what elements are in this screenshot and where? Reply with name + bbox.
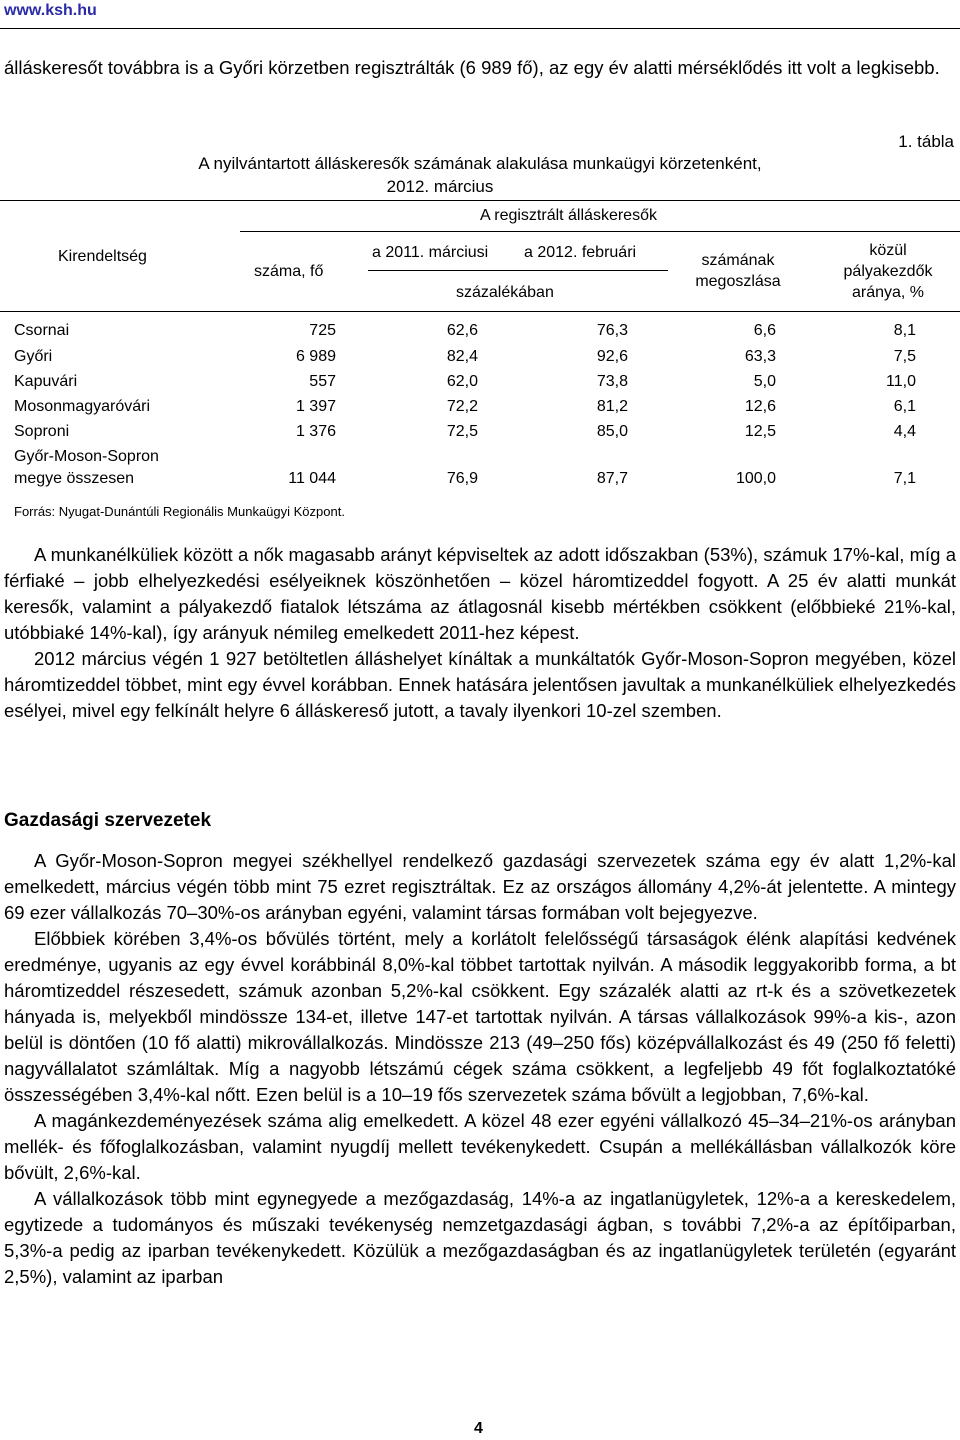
row-count: 1 397 <box>295 398 336 415</box>
site-link[interactable]: www.ksh.hu <box>4 2 97 19</box>
paragraph: Előbbiek körében 3,4%-os bővülés történt, mely a korlátolt felelősségű társaságok élénk alapítási kedvének eredménye, ugyanis az egy évvel korábbinál 8,0%-kal többet tartottak nyilván. A második leggyakoribb forma, a bt háromtizeddel részesedett, számuk azonban 5,2%-kal csökkent. Egy százalék alatti az rt-k és a szövetkezetek hányada is, melyekből mindössze 134-et, illetve 147-et tartottak nyilván. A társas vállalkozások 99%-a kis-, azon belül is döntően (10 fő alatti) mikrovállalkozás. Mindössze 213 (49–250 fős) középvállalkozást és 49 (250 fő feletti) nagyvállalatot számláltak. Míg a nagyobb létszámú cégek száma csökkent, a legfeljebb 49 főt foglalkoztatóké összességében 3,4%-kal nőtt. Ezen belül is a 10–19 fős szervezetek száma bővült a legjobban, 7,6%-kal. <box>4 928 956 1105</box>
row-pct-2011: 72,5 <box>446 423 478 440</box>
row-name: Mosonmagyaróvári <box>14 398 151 415</box>
page-number: 4 <box>474 1420 483 1437</box>
header-rule-percent <box>368 270 668 271</box>
row-name: Soproni <box>14 423 70 440</box>
row-pct-2012: 85,0 <box>596 423 628 440</box>
row-name: Kapuvári <box>14 373 78 390</box>
row-count: 557 <box>309 373 336 390</box>
section-title: Gazdasági szervezetek <box>4 810 212 831</box>
row-pct-2012: 76,3 <box>596 322 628 339</box>
total-pct-2011: 76,9 <box>446 470 478 487</box>
col-palyakezdok-line3: aránya, % <box>851 284 925 301</box>
row-count: 725 <box>309 322 336 339</box>
row-career-starters: 6,1 <box>893 398 916 415</box>
row-share: 63,3 <box>744 348 776 365</box>
row-name: Győri <box>14 348 53 365</box>
col-kirendeltseg-header: Kirendeltség <box>58 248 147 265</box>
header-rule-bottom <box>0 311 960 312</box>
table-title <box>0 152 960 198</box>
col-palyakezdok-line2: pályakezdők <box>843 263 933 280</box>
total-career-starters: 7,1 <box>893 470 916 487</box>
table-row <box>0 373 960 399</box>
total-name-line1: Győr-Moson-Sopron <box>14 448 159 465</box>
row-pct-2011: 82,4 <box>446 348 478 365</box>
row-share: 5,0 <box>753 373 776 390</box>
col-megoszlas-line1: számának <box>701 252 775 269</box>
body-section-a <box>4 542 956 724</box>
header-rule <box>0 28 960 29</box>
col-szama-header: száma, fő <box>254 263 324 280</box>
row-pct-2012: 81,2 <box>596 398 628 415</box>
row-career-starters: 7,5 <box>893 348 916 365</box>
row-pct-2012: 92,6 <box>596 348 628 365</box>
paragraph: 2012 március végén 1 927 betöltetlen álláshelyet kínáltak a munkáltatók Győr-Moson-Sopron megyében, közel háromtizeddel többet, mint egy évvel korábban. Ennek hatására jelentősen javultak a munkanélküliek elhelyezkedés esélyei, mivel egy felkínált helyre 6 álláskereső jutott, a tavaly ilyenkori 10-zel szemben. <box>4 648 956 721</box>
row-share: 12,5 <box>744 423 776 440</box>
paragraph: A vállalkozások több mint egynegyede a mezőgazdaság, 14%-a az ingatlanügyletek, 12%-a a kereskedelem, egytizede a tudományos és műszaki tevékenység nemzetgazdasági ágban, s további 7,2%-a az építőiparban, 5,3%-a pedig az iparban tevékenykedett. Közülük a mezőgazdaságban és az ingatlanügyletek területén (egyaránt 2,5%), valamint az iparban <box>4 1188 956 1287</box>
table-total-row <box>0 448 960 494</box>
col-megoszlas-line2: megoszlása <box>695 273 781 290</box>
intro-paragraph: álláskeresőt továbbra is a Győri körzetben regisztrálták (6 989 fő), az egy év alatti mérséklődés itt volt a legkisebb. <box>4 57 940 78</box>
row-pct-2012: 73,8 <box>596 373 628 390</box>
table-title-line2: 2012. március <box>386 177 494 196</box>
total-count: 11 044 <box>288 470 336 487</box>
row-pct-2011: 62,6 <box>446 322 478 339</box>
row-pct-2011: 62,0 <box>446 373 478 390</box>
paragraph: A munkanélküliek között a nők magasabb arányt képviseltek az adott időszakban (53%), számuk 17%-kal, míg a férfiaké – jobb elhelyezkedési esélyeiknek köszönhetően – közel háromtizeddel fogyott. A 25 év alatti munkát keresők, valamint a pályakezdő fiatalok létszáma az átlagosnál kisebb mértékben csökkent (előbbieké 21%-kal, utóbbiaké 14%-kal), így arányuk némileg emelkedett 2011-hez képest. <box>4 544 956 643</box>
total-pct-2012: 87,7 <box>596 470 628 487</box>
paragraph: A Győr-Moson-Sopron megyei székhellyel rendelkező gazdasági szervezetek száma egy év alatt 1,2%-kal emelkedett, március végén több mint 75 ezret regisztráltak. Ez az országos állomány 4,2%-át jelentette. A mintegy 69 ezer vállalkozás 70–30%-os arányban egyéni, valamint társas formában volt bejegyezve. <box>4 850 956 923</box>
col-2012-header: a 2012. februári <box>524 244 637 261</box>
row-career-starters: 8,1 <box>893 322 916 339</box>
col-2011-header: a 2011. márciusi <box>372 244 489 261</box>
table-row <box>0 423 960 449</box>
table-number: 1. tábla <box>898 132 954 151</box>
header-rule-top <box>0 200 960 201</box>
total-name-line2: megye összesen <box>14 470 135 487</box>
row-count: 6 989 <box>295 348 336 365</box>
col-group-header: A regisztrált álláskeresők <box>480 207 657 224</box>
col-megoszlas-header <box>678 250 798 292</box>
table-title-line1: A nyilvántartott álláskeresők számának alakulása munkaügyi körzetenként, <box>198 154 762 173</box>
table-row <box>0 348 960 374</box>
col-palyakezdok-header <box>818 240 958 303</box>
paragraph: A magánkezdeményezések száma alig emelkedett. A közel 48 ezer egyéni vállalkozó 45–34–21%-os arányban mellék- és főfoglalkozásban, valamint nyugdíj mellett tevékenykedett. Csupán a mellékállásban vállalkozók köre bővült, 2,6%-kal. <box>4 1110 956 1183</box>
body-section-b <box>4 848 956 1290</box>
total-share: 100,0 <box>735 470 776 487</box>
row-career-starters: 11,0 <box>886 373 916 390</box>
row-share: 6,6 <box>753 322 776 339</box>
row-share: 12,6 <box>744 398 776 415</box>
row-career-starters: 4,4 <box>893 423 916 440</box>
col-percent-header: százalékában <box>456 284 554 301</box>
table-row <box>0 398 960 424</box>
row-count: 1 376 <box>295 423 336 440</box>
row-pct-2011: 72,2 <box>446 398 478 415</box>
row-name: Csornai <box>14 322 70 339</box>
table-row <box>0 322 960 348</box>
col-palyakezdok-line1: közül <box>869 242 907 259</box>
header-rule-group <box>240 231 960 232</box>
table-source: Forrás: Nyugat-Dunántúli Regionális Munkaügyi Központ. <box>14 504 345 519</box>
